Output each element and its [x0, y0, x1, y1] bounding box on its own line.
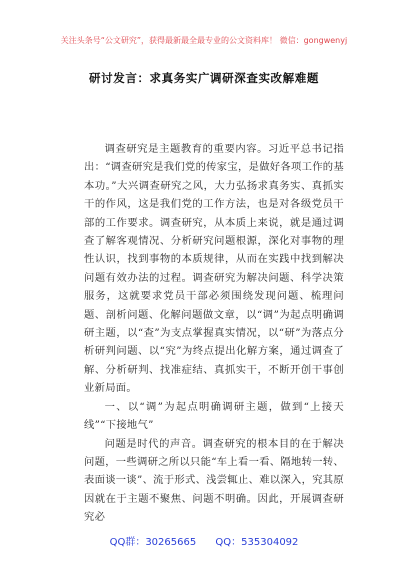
footer-qq: QQ：535304092	[215, 537, 299, 548]
paragraph-section-1: 问题是时代的声音。调查研究的根本目的在于解决问题，一些调研之所以只能“车上看一看、隔地转一转、表面谈一谈”、流于形式、浅尝辄止、难以深入，究其原因就在于主题不聚焦、问题不明确。因此，开展调查研究必	[84, 437, 344, 524]
document-title: 研讨发言：求真务实广调研深查实改解难题	[89, 71, 319, 85]
section-heading-1: 一、以“调”为起点明确调研主题，做到“上接天线”“下接地气”	[84, 400, 344, 432]
paragraph-intro: 调查研究是主题教育的重要内容。习近平总书记指出：“调查研究是我们党的传家宝，是做好各项工作的基本功。”大兴调查研究之风，大力弘扬求真务实、真抓实干的作风，这是我们党的工作方法，也是对各级党员干部的工作要求。调查研究，从本质上来说，就是通过调查了解客观情况、分析研究问题根源，深化对事物的理性认识，找到事物的本质规律，从而在实践中找到解决问题有效办法的过程。调查研究为解决问题、科学决策服务，这就要求党员干部必须围绕发现问题、梳理问题、剖析问题、化解问题做文章，以“调”为起点明确调研主题，以“查”为支点掌握真实情况，以“研”为落点分析研判问题、以“究”为终点提出化解方案，通过调查了解、分析研判、找准症结、真抓实干，不断开创干事创业新局面。	[84, 143, 344, 395]
header-promo-text: 关注头条号“公文研究”，获得最新最全最专业的公文资料库！ 微信：gongwenyj	[60, 36, 348, 45]
footer-qq-group: QQ群：30265665	[109, 537, 197, 548]
footer-contact	[0, 533, 408, 548]
document-body	[84, 140, 344, 527]
